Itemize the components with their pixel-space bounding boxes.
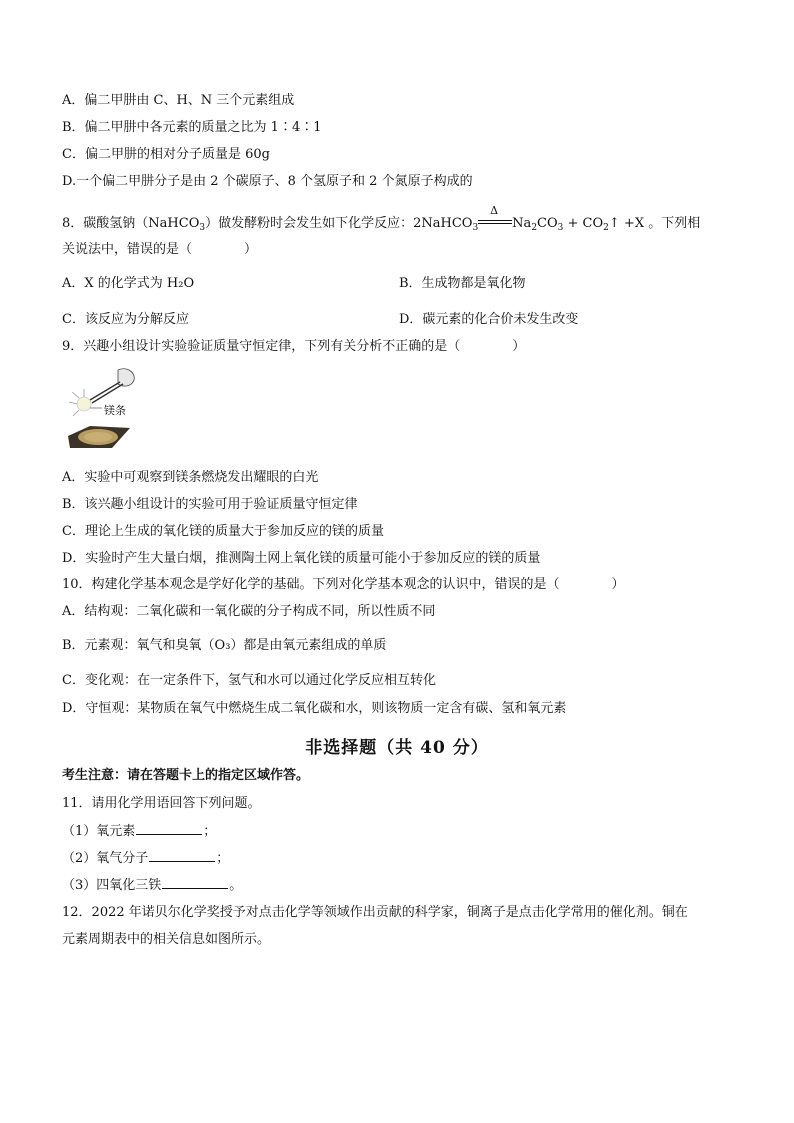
q8-formula: NaHCO bbox=[148, 216, 200, 231]
q10-option-c: C．变化观：在一定条件下，氢气和水可以通过化学反应相互转化 bbox=[62, 673, 436, 688]
q8-tail: +X 。下列相 bbox=[619, 216, 701, 231]
q8-option-d: D．碳元素的化合价未发生改变 bbox=[399, 312, 579, 327]
q10-stem: 10．构建化学基本观念是学好化学的基础。下列对化学基本观念的认识中，错误的是（ ） bbox=[62, 577, 625, 592]
q8-product-na: Na bbox=[512, 216, 532, 231]
q11-part2-label: （2）氧气分子 bbox=[62, 851, 149, 866]
q10-option-d: D．守恒观：某物质在氧气中燃烧生成二氧化碳和水，则该物质一定含有碳、氢和氧元素 bbox=[62, 701, 567, 716]
q8-option-c: C．该反应为分解反应 bbox=[62, 312, 189, 327]
q8-co2-sub: 2 bbox=[603, 223, 609, 233]
q9-option-c: C．理论上生成的氧化镁的质量大于参加反应的镁的质量 bbox=[62, 524, 384, 539]
q11-part1 bbox=[62, 822, 216, 841]
answer-blank bbox=[162, 876, 228, 889]
section-title: 非选择题（共 40 分） bbox=[305, 738, 489, 758]
section-notice: 考生注意：请在答题卡上的指定区域作答。 bbox=[62, 768, 310, 783]
q8-stem-line1 bbox=[62, 204, 701, 237]
q11-part1-label: （1）氧元素 bbox=[62, 824, 136, 839]
q8-product-sub2: 2 bbox=[531, 223, 538, 233]
q12-line2: 元素周期表中的相关信息如图所示。 bbox=[62, 932, 271, 947]
q8-sub: 3 bbox=[199, 223, 206, 233]
answer-blank bbox=[149, 849, 215, 862]
heat-symbol: Δ bbox=[490, 204, 499, 217]
q8-mid: ）做发酵粉时会发生如下化学反应：2NaHCO bbox=[205, 216, 473, 231]
magnesium-burning-figure bbox=[60, 364, 142, 454]
q8-stem-line2: 关说法中，错误的是（ ） bbox=[62, 242, 258, 257]
q11-part2 bbox=[62, 849, 229, 868]
q7-option-a: A．偏二甲肼由 C、H、N 三个元素组成 bbox=[62, 93, 295, 108]
q8-reaction-arrow bbox=[478, 204, 512, 228]
up-arrow-icon: ↑ bbox=[608, 216, 620, 231]
q7-option-c: C．偏二甲肼的相对分子质量是 60g bbox=[62, 147, 270, 162]
q11-part3-label: （3）四氧化三铁 bbox=[62, 878, 162, 893]
q9-option-b: B．该兴趣小组设计的实验可用于验证质量守恒定律 bbox=[62, 497, 358, 512]
q7-option-d: D.一个偏二甲肼分子是由 2 个碳原子、8 个氢原子和 2 个氮原子构成的 bbox=[62, 174, 473, 189]
q9-option-d: D．实验时产生大量白烟，推测陶土网上氧化镁的质量可能小于参加反应的镁的质量 bbox=[62, 551, 541, 566]
q10-option-b: B．元素观：氧气和臭氧（O₃）都是由氧元素组成的单质 bbox=[62, 638, 387, 653]
q8-option-a: A．X 的化学式为 H₂O bbox=[62, 276, 195, 291]
experiment-illustration bbox=[60, 364, 142, 454]
q12-line1: 12．2022 年诺贝尔化学奖授予对点击化学等领域作出贡献的科学家，铜离子是点击化学常用的催化剂。铜在 bbox=[62, 905, 688, 920]
q11-stem: 11．请用化学用语回答下列问题。 bbox=[62, 796, 261, 811]
q8-product-co: CO bbox=[537, 216, 558, 231]
magnesium-ribbon-label: 镁条 bbox=[104, 404, 126, 417]
answer-blank bbox=[136, 822, 202, 835]
q11-part3-end: 。 bbox=[229, 878, 243, 893]
q8-prefix: 8．碳酸氢钠（ bbox=[62, 216, 149, 231]
q11-part2-end: ； bbox=[216, 851, 230, 866]
q8-sub-b: 3 bbox=[472, 223, 479, 233]
q9-stem: 9．兴趣小组设计实验验证质量守恒定律，下列有关分析不正确的是（ ） bbox=[62, 339, 526, 354]
q9-option-a: A．实验中可观察到镁条燃烧发出耀眼的白光 bbox=[62, 470, 319, 485]
q11-part1-end: ； bbox=[203, 824, 217, 839]
q7-option-b: B．偏二甲肼中各元素的质量之比为 1∶4∶1 bbox=[62, 120, 322, 135]
q8-product-sub3: 3 bbox=[557, 223, 564, 233]
q8-plus-co2: + CO bbox=[563, 216, 604, 231]
q8-option-b: B．生成物都是氧化物 bbox=[399, 276, 526, 291]
q11-part3 bbox=[62, 876, 242, 895]
q10-option-a: A．结构观：二氧化碳和一氧化碳的分子构成不同，所以性质不同 bbox=[62, 604, 436, 619]
